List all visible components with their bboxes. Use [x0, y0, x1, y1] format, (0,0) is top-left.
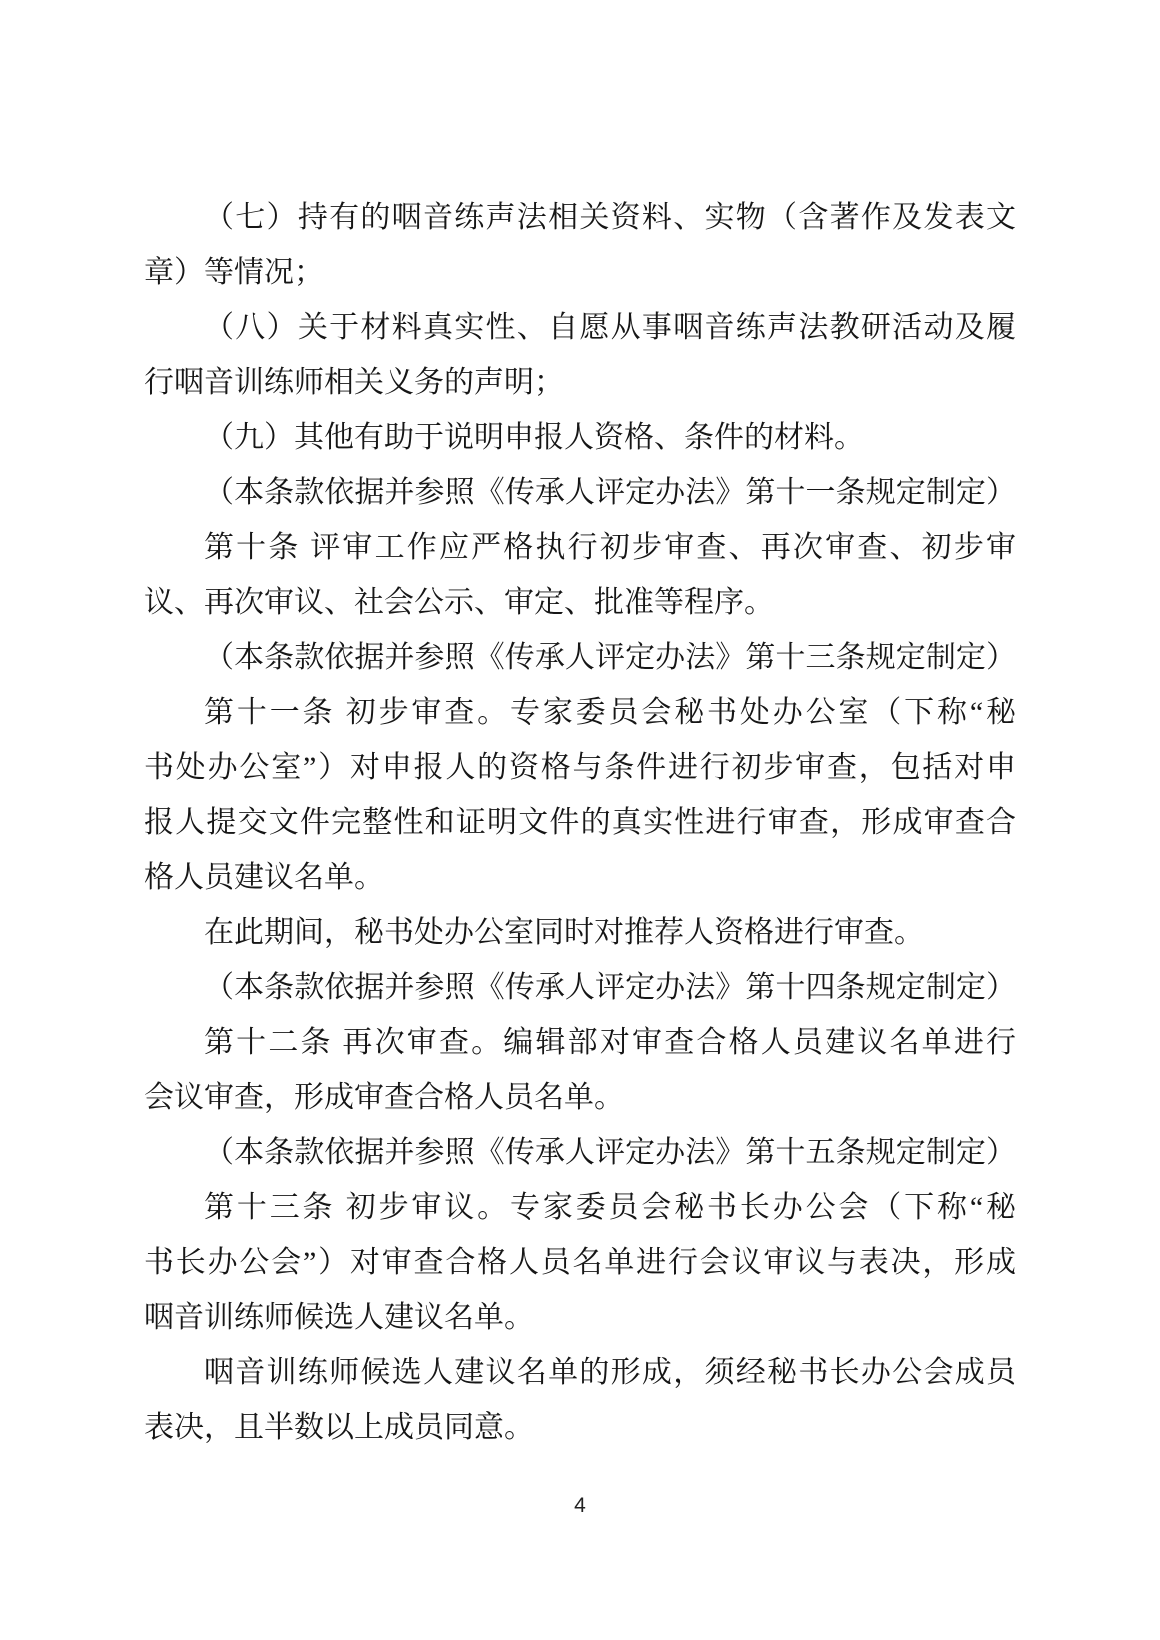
text-line: 报人提交文件完整性和证明文件的真实性进行审查，形成审查合	[144, 806, 1016, 839]
document-body	[144, 190, 1016, 1455]
text-line: 议、再次审议、社会公示、审定、批准等程序。	[144, 586, 774, 619]
text-line: 第十三条 初步审议。专家委员会秘书长办公会（下称“秘	[204, 1191, 1016, 1224]
text-line: （本条款依据并参照《传承人评定办法》第十四条规定制定）	[204, 971, 1016, 1004]
text-line: 书处办公室”）对申报人的资格与条件进行初步审查，包括对申	[144, 751, 1016, 784]
text-line: （八）关于材料真实性、自愿从事咽音练声法教研活动及履	[204, 311, 1016, 344]
text-line: 章）等情况；	[144, 256, 324, 289]
text-line: 咽音训练师候选人建议名单的形成，须经秘书长办公会成员	[204, 1356, 1016, 1389]
text-line: 书长办公会”）对审查合格人员名单进行会议审议与表决，形成	[144, 1246, 1016, 1279]
text-line: （本条款依据并参照《传承人评定办法》第十一条规定制定）	[204, 476, 1016, 509]
text-line: 第十条 评审工作应严格执行初步审查、再次审查、初步审	[204, 531, 1016, 564]
text-line: （本条款依据并参照《传承人评定办法》第十五条规定制定）	[204, 1136, 1016, 1169]
text-line: 表决，且半数以上成员同意。	[144, 1411, 534, 1444]
page-number: 4	[574, 1494, 586, 1517]
text-line: （九）其他有助于说明申报人资格、条件的材料。	[204, 421, 864, 454]
text-line: 格人员建议名单。	[144, 861, 384, 894]
text-line: （七）持有的咽音练声法相关资料、实物（含著作及发表文	[204, 201, 1016, 234]
text-line: 第十二条 再次审查。编辑部对审查合格人员建议名单进行	[204, 1026, 1016, 1059]
text-line: 在此期间，秘书处办公室同时对推荐人资格进行审查。	[204, 916, 924, 949]
text-line: 咽音训练师候选人建议名单。	[144, 1301, 534, 1334]
text-line: 第十一条 初步审查。专家委员会秘书处办公室（下称“秘	[204, 696, 1016, 729]
text-line: 会议审查，形成审查合格人员名单。	[144, 1081, 624, 1114]
text-line: （本条款依据并参照《传承人评定办法》第十三条规定制定）	[204, 641, 1016, 674]
text-line: 行咽音训练师相关义务的声明；	[144, 366, 564, 399]
